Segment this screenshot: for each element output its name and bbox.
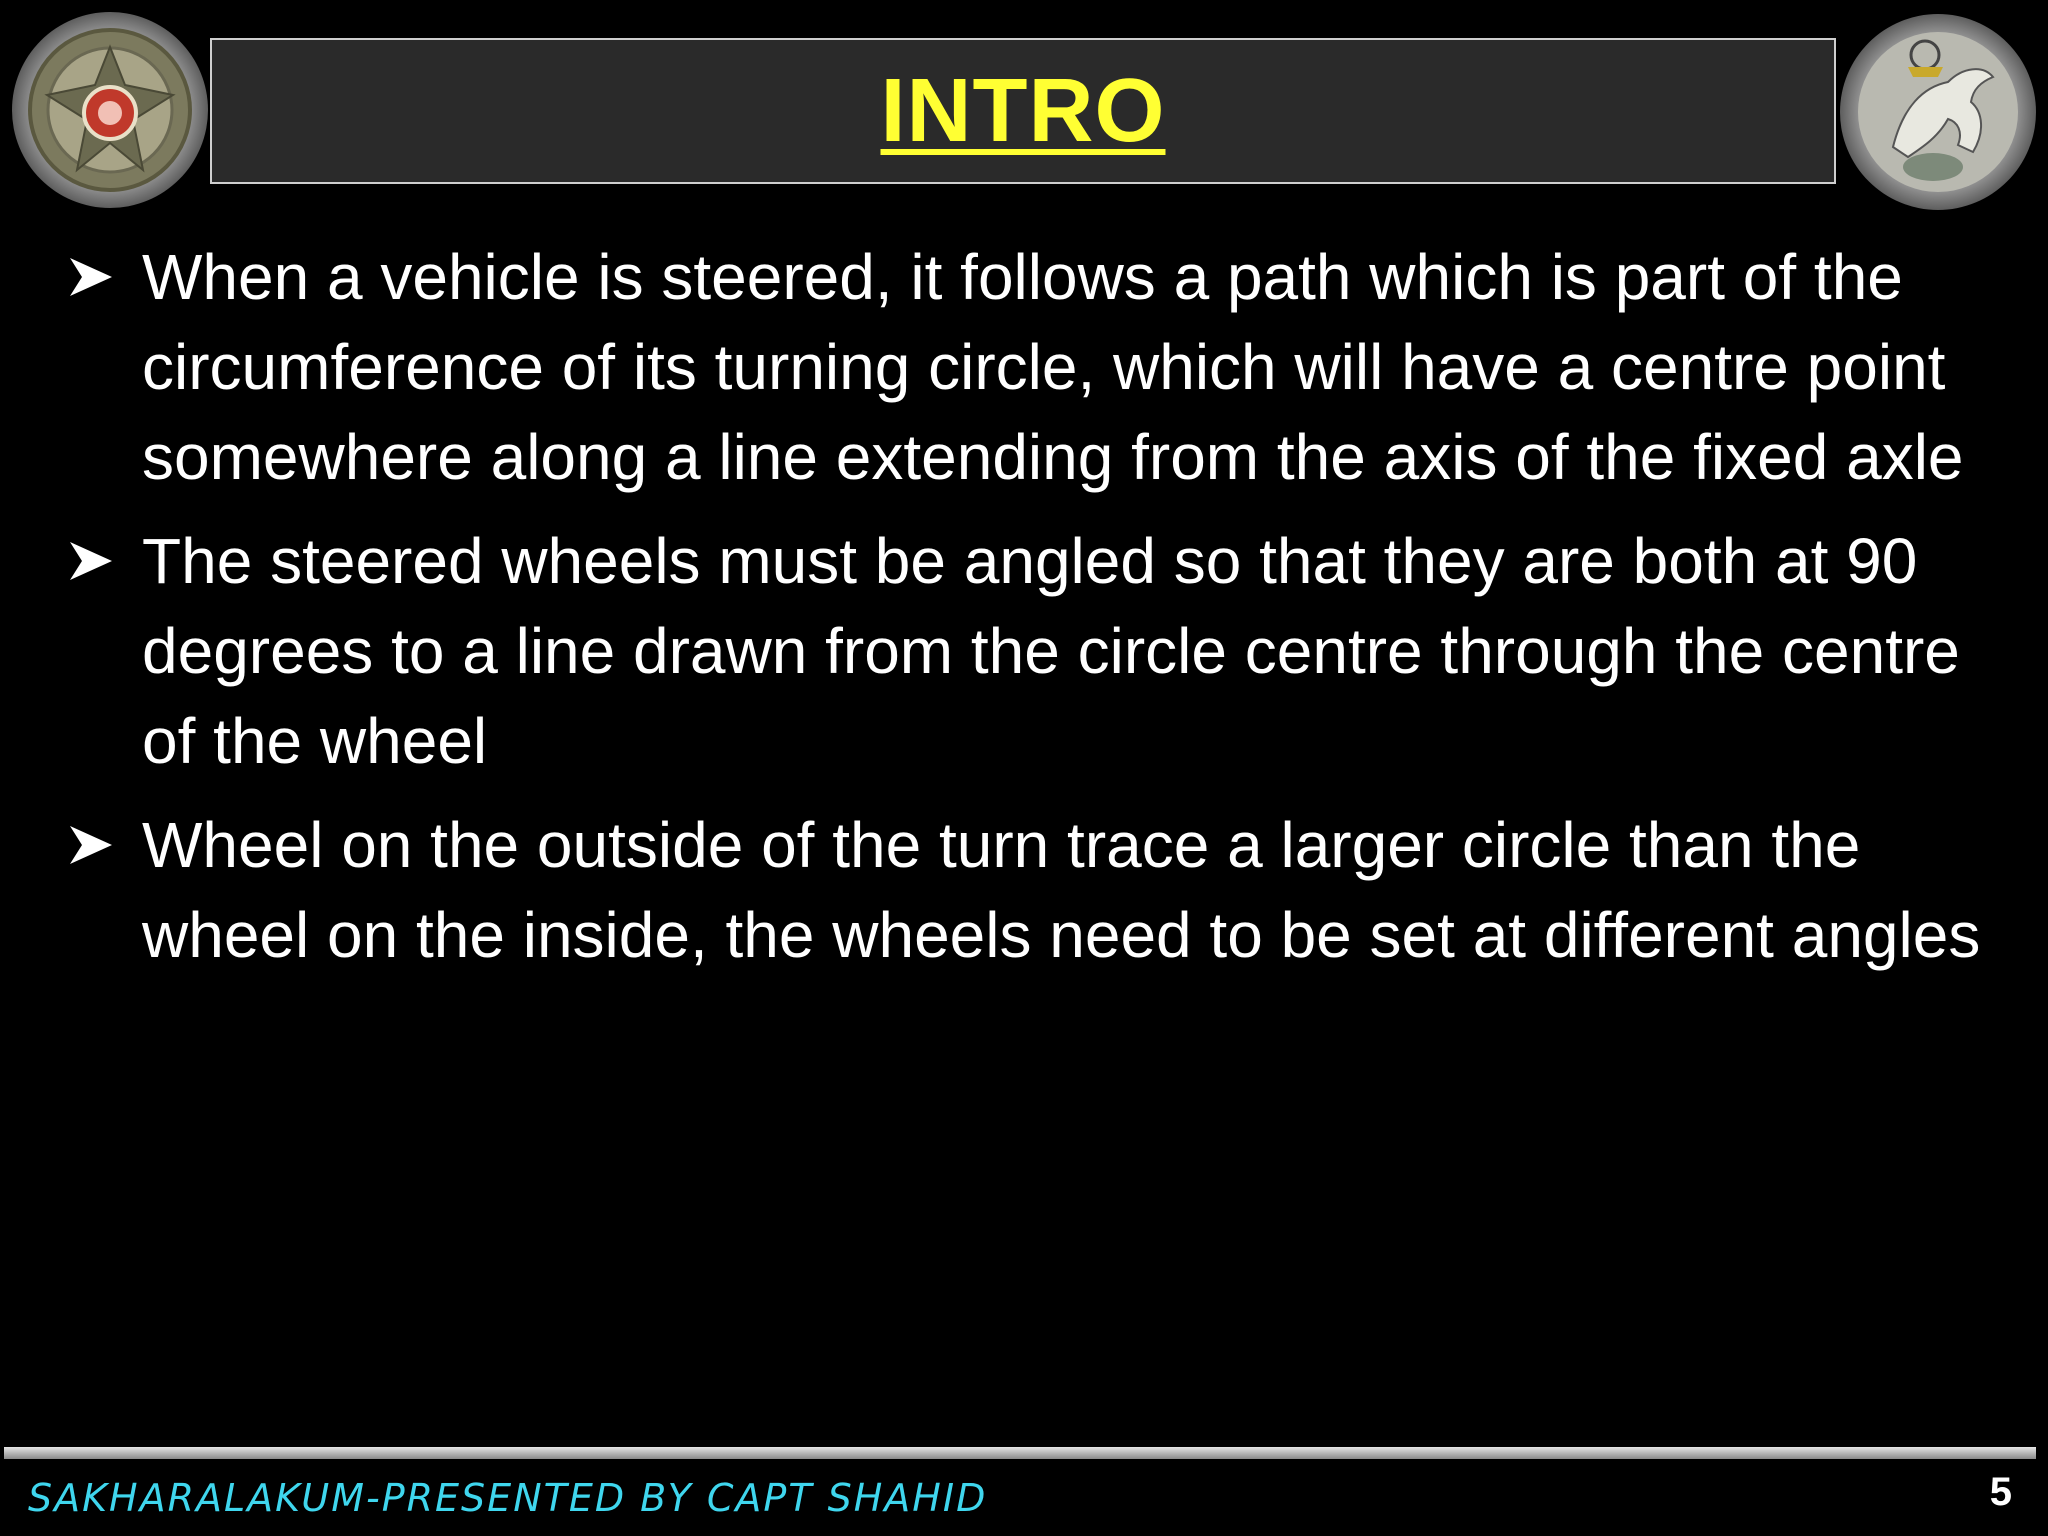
slide-title: INTRO — [880, 60, 1166, 161]
left-crest-logo — [12, 12, 208, 208]
arrow-bullet-icon — [66, 516, 142, 606]
arrow-bullet-icon — [66, 232, 142, 322]
bullet-list — [66, 232, 1986, 994]
bullet-text: When a vehicle is steered, it follows a path which is part of the circumference of its turning circle, which will have a centre point somewhere along a line extending from the axis of the fixed axle — [142, 241, 1964, 493]
arrow-bullet-icon — [66, 800, 142, 890]
list-item — [66, 516, 1986, 786]
list-item — [66, 232, 1986, 502]
page-number: 5 — [1989, 1470, 2012, 1514]
horse-emblem-icon — [1853, 27, 2023, 197]
crest-emblem-icon — [25, 25, 195, 195]
bullet-text: Wheel on the outside of the turn trace a larger circle than the wheel on the inside, the wheels need to be set at different angles — [142, 809, 1981, 971]
footer-presenter: SAKHARALAKUM-PRESENTED BY CAPT SHAHID — [28, 1476, 988, 1520]
list-item — [66, 800, 1986, 980]
bullet-text: The steered wheels must be angled so that they are both at 90 degrees to a line drawn from the circle centre through the centre of the wheel — [142, 525, 1960, 777]
footer-divider — [4, 1447, 2036, 1459]
right-crest-logo — [1840, 14, 2036, 210]
title-banner — [210, 38, 1836, 184]
